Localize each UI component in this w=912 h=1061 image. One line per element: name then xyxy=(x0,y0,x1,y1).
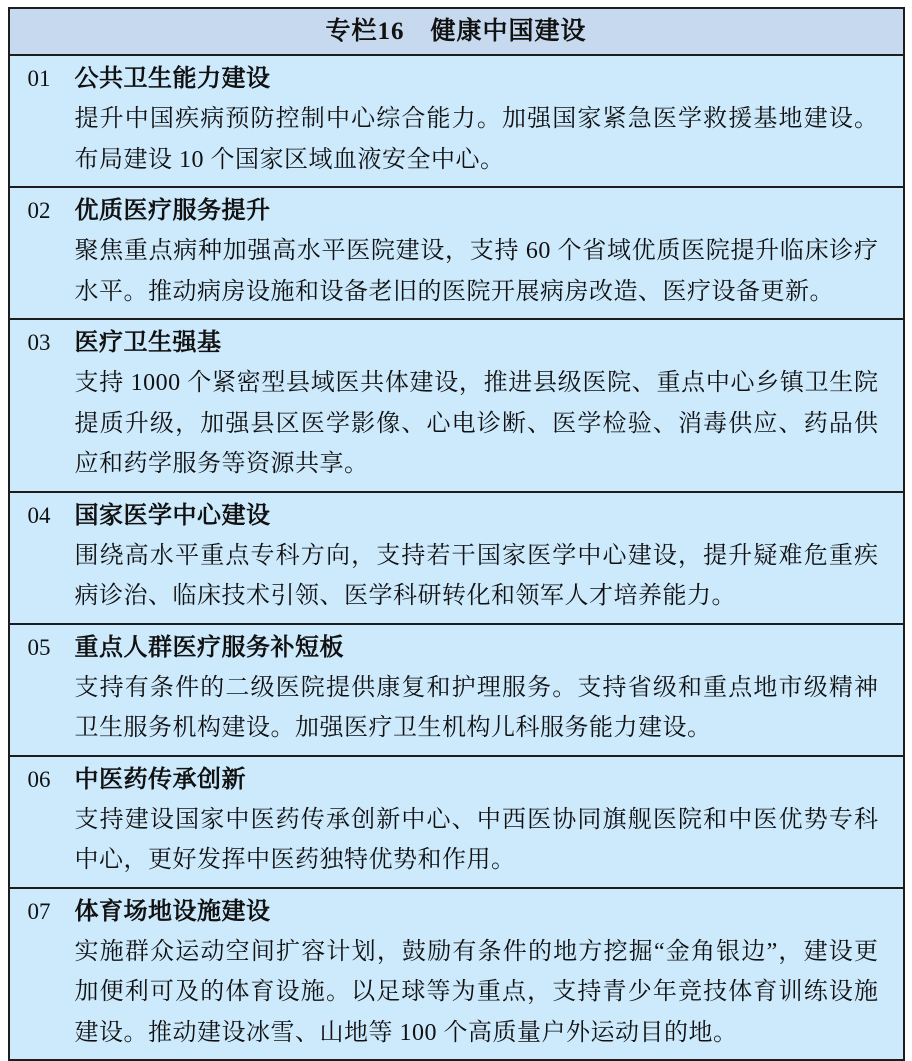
section-title: 重点人群医疗服务补短板 xyxy=(74,634,344,661)
section-number: 03 xyxy=(27,330,51,355)
section-head xyxy=(28,760,879,800)
section-title: 体育场地设施建设 xyxy=(74,898,271,925)
section-row-01 xyxy=(10,56,903,188)
panel-header xyxy=(10,9,903,56)
section-row-03 xyxy=(10,320,903,493)
section-body-text: 支持 1000 个紧密型县域医共体建设，推进县级医院、重点中心乡镇卫生院提质升级，加强县区医学影像、心电诊断、医学检验、消毒供应、药品供应和药学服务等资源共享。 xyxy=(74,370,879,477)
section-number: 05 xyxy=(27,634,51,660)
policy-box-panel xyxy=(8,7,905,1061)
section-number: 07 xyxy=(27,898,51,924)
section-body-text: 聚焦重点病种加强高水平医院建设，支持 60 个省域优质医院提升临床诊疗水平。推动病房设施和设备老旧的医院开展病房改造、医疗设备更新。 xyxy=(74,238,879,305)
section-row-05 xyxy=(10,625,903,757)
section-title: 医疗卫生强基 xyxy=(74,330,222,356)
section-number: 02 xyxy=(27,198,51,223)
section-row-07 xyxy=(10,889,903,1060)
section-head xyxy=(28,323,879,363)
section-title: 中医药传承创新 xyxy=(74,766,246,793)
section-number: 01 xyxy=(27,66,51,91)
section-row-06 xyxy=(10,757,903,889)
section-body-text: 支持有条件的二级医院提供康复和护理服务。支持省级和重点地市级精神卫生服务机构建设。加强医疗卫生机构儿科服务能力建设。 xyxy=(74,674,879,741)
section-row-04 xyxy=(10,493,903,625)
section-head xyxy=(28,892,879,932)
section-head xyxy=(28,191,879,231)
section-title: 公共卫生能力建设 xyxy=(74,66,271,92)
section-head xyxy=(28,628,879,668)
panel-title: 专栏16 健康中国建设 xyxy=(325,18,587,45)
section-body-text: 围绕高水平重点专科方向，支持若干国家医学中心建设，提升疑难危重疾病诊治、临床技术引领、医学科研转化和领军人才培养能力。 xyxy=(74,542,879,609)
section-body-text: 实施群众运动空间扩容计划，鼓励有条件的地方挖掘“金角银边”，建设更加便利可及的体育设施。以足球等为重点，支持青少年竞技体育训练设施建设。推动建设冰雪、山地等 100 个高质量户外运动目的地。 xyxy=(74,938,879,1046)
section-body-text: 提升中国疾病预防控制中心综合能力。加强国家紧急医学救援基地建设。布局建设 10 个国家区域血液安全中心。 xyxy=(74,106,879,173)
section-head xyxy=(28,59,879,99)
section-row-02 xyxy=(10,188,903,320)
section-number: 04 xyxy=(27,502,51,528)
section-title: 优质医疗服务提升 xyxy=(74,198,271,224)
section-number: 06 xyxy=(27,766,51,792)
section-body-text: 支持建设国家中医药传承创新中心、中西医协同旗舰医院和中医优势专科中心，更好发挥中医药独特优势和作用。 xyxy=(74,806,879,873)
section-head xyxy=(28,496,879,536)
section-title: 国家医学中心建设 xyxy=(74,502,271,529)
